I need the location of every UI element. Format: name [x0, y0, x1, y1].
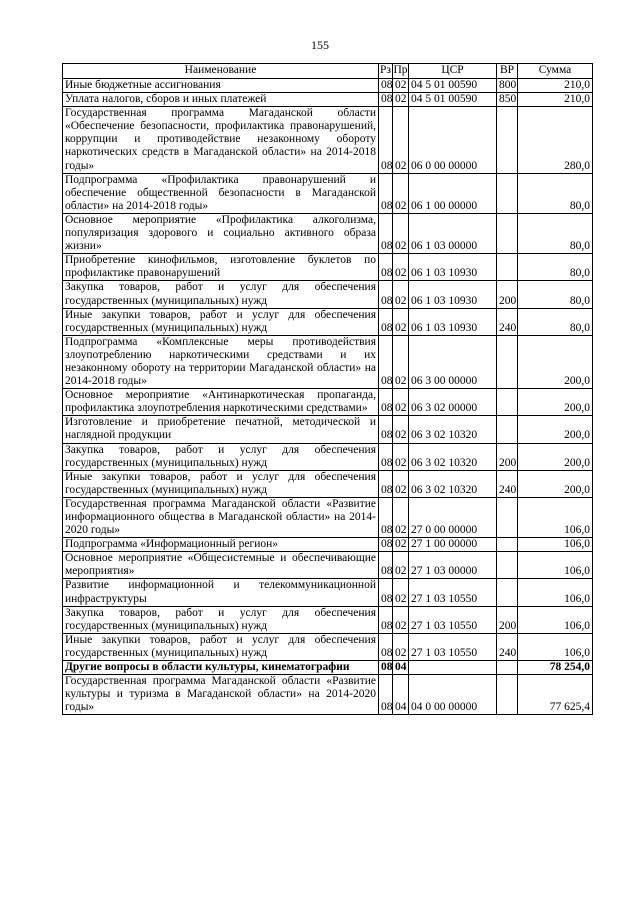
row-vr	[497, 335, 518, 388]
row-name: Подпрограмма «Профилактика правонарушений и обеспечение общественной безопасности в Магаданской области» на 2014-2018 годы»	[63, 173, 379, 213]
row-sum: 210,0	[518, 93, 593, 107]
row-rz: 08	[379, 79, 393, 93]
row-rz: 08	[379, 675, 393, 715]
header-pr: Пр	[393, 64, 409, 79]
row-rz: 08	[379, 416, 393, 443]
row-sum: 80,0	[518, 308, 593, 335]
table-row	[63, 107, 593, 173]
table-row	[63, 633, 593, 660]
row-vr	[497, 173, 518, 213]
row-csr: 27 1 00 00000	[409, 538, 497, 552]
row-name: Иные закупки товаров, работ и услуг для обеспечения государственных (муниципальных) нужд	[63, 308, 379, 335]
table-row	[63, 497, 593, 537]
row-vr: 240	[497, 308, 518, 335]
row-pr: 02	[393, 470, 409, 497]
row-csr: 06 1 03 00000	[409, 213, 497, 253]
table-row	[63, 470, 593, 497]
row-name: Уплата налогов, сборов и иных платежей	[63, 93, 379, 107]
row-csr: 06 1 03 10930	[409, 254, 497, 281]
row-name: Основное мероприятие «Антинаркотическая пропаганда, профилактика злоупотребления наркотическими средствами»	[63, 389, 379, 416]
row-pr: 02	[393, 633, 409, 660]
row-sum: 106,0	[518, 606, 593, 633]
row-sum: 77 625,4	[518, 675, 593, 715]
row-rz: 08	[379, 661, 393, 675]
row-name: Основное мероприятие «Профилактика алкоголизма, популяризация здорового и социально активного образа жизни»	[63, 213, 379, 253]
row-name: Подпрограмма «Информационный регион»	[63, 538, 379, 552]
row-vr: 200	[497, 606, 518, 633]
row-csr: 06 1 03 10930	[409, 308, 497, 335]
row-vr	[497, 389, 518, 416]
row-name: Основное мероприятие «Общесистемные и обеспечивающие мероприятия»	[63, 552, 379, 579]
table-row	[63, 606, 593, 633]
row-pr: 02	[393, 93, 409, 107]
row-name: Подпрограмма «Комплексные меры противодействия злоупотреблению наркотическими средствами и их незаконному обороту на территории Магаданской области» на 2014-2018 годы»	[63, 335, 379, 388]
row-rz: 08	[379, 497, 393, 537]
budget-table	[62, 63, 593, 715]
row-vr	[497, 538, 518, 552]
row-pr: 02	[393, 254, 409, 281]
row-rz: 08	[379, 633, 393, 660]
row-rz: 08	[379, 606, 393, 633]
row-rz: 08	[379, 579, 393, 606]
row-sum: 78 254,0	[518, 661, 593, 675]
row-sum: 106,0	[518, 579, 593, 606]
row-vr	[497, 675, 518, 715]
row-pr: 02	[393, 579, 409, 606]
row-pr: 02	[393, 497, 409, 537]
row-name: Государственная программа Магаданской области «Развитие информационного общества в Магаданской области» на 2014-2020 годы»	[63, 497, 379, 537]
row-rz: 08	[379, 93, 393, 107]
table-header-row	[63, 64, 593, 79]
row-pr: 02	[393, 107, 409, 173]
row-vr	[497, 107, 518, 173]
row-vr: 240	[497, 633, 518, 660]
row-rz: 08	[379, 213, 393, 253]
table-row	[63, 538, 593, 552]
row-rz: 08	[379, 107, 393, 173]
row-sum: 200,0	[518, 416, 593, 443]
table-row	[63, 79, 593, 93]
row-sum: 200,0	[518, 335, 593, 388]
row-sum: 200,0	[518, 389, 593, 416]
row-rz: 08	[379, 389, 393, 416]
table-row	[63, 213, 593, 253]
row-csr: 04 0 00 00000	[409, 675, 497, 715]
row-name: Приобретение кинофильмов, изготовление буклетов по профилактике правонарушений	[63, 254, 379, 281]
row-pr: 02	[393, 308, 409, 335]
row-csr: 27 0 00 00000	[409, 497, 497, 537]
table-row	[63, 389, 593, 416]
row-pr: 02	[393, 173, 409, 213]
row-rz: 08	[379, 443, 393, 470]
row-rz: 08	[379, 538, 393, 552]
table-row	[63, 93, 593, 107]
row-name: Государственная программа Магаданской области «Обеспечение безопасности, профилактика правонарушений, коррупции и противодействие незаконному обороту наркотических средств в Магаданской области» на 2014-2018 годы»	[63, 107, 379, 173]
table-body	[63, 79, 593, 715]
table-row	[63, 254, 593, 281]
row-rz: 08	[379, 254, 393, 281]
row-rz: 08	[379, 335, 393, 388]
row-name: Развитие информационной и телекоммуникационной инфраструктуры	[63, 579, 379, 606]
page-number: 155	[311, 38, 329, 52]
row-name: Другие вопросы в области культуры, кинематографии	[63, 661, 379, 675]
row-pr: 02	[393, 335, 409, 388]
table-row	[63, 308, 593, 335]
row-pr: 02	[393, 416, 409, 443]
row-sum: 80,0	[518, 254, 593, 281]
row-csr: 06 1 00 00000	[409, 173, 497, 213]
row-rz: 08	[379, 281, 393, 308]
header-name: Наименование	[63, 64, 379, 79]
table-row	[63, 675, 593, 715]
row-csr: 06 1 03 10930	[409, 281, 497, 308]
row-name: Государственная программа Магаданской области «Развитие культуры и туризма в Магаданской области» на 2014-2020 годы»	[63, 675, 379, 715]
row-rz: 08	[379, 470, 393, 497]
row-csr: 27 1 03 10550	[409, 633, 497, 660]
row-sum: 80,0	[518, 281, 593, 308]
row-rz: 08	[379, 308, 393, 335]
row-csr: 04 5 01 00590	[409, 79, 497, 93]
row-csr: 27 1 03 10550	[409, 579, 497, 606]
row-vr: 850	[497, 93, 518, 107]
row-csr: 27 1 03 00000	[409, 552, 497, 579]
row-pr: 02	[393, 389, 409, 416]
table-row	[63, 443, 593, 470]
row-csr: 06 3 00 00000	[409, 335, 497, 388]
row-sum: 200,0	[518, 443, 593, 470]
table-row	[63, 335, 593, 388]
row-pr: 02	[393, 606, 409, 633]
header-sum: Сумма	[518, 64, 593, 79]
row-pr: 02	[393, 79, 409, 93]
row-vr	[497, 497, 518, 537]
table-row	[63, 281, 593, 308]
row-sum: 106,0	[518, 538, 593, 552]
row-pr: 02	[393, 538, 409, 552]
table-row	[63, 661, 593, 675]
header-csr: ЦСР	[409, 64, 497, 79]
row-vr: 240	[497, 470, 518, 497]
row-pr: 02	[393, 552, 409, 579]
row-pr: 02	[393, 281, 409, 308]
row-sum: 80,0	[518, 213, 593, 253]
row-vr	[497, 552, 518, 579]
row-sum: 200,0	[518, 470, 593, 497]
row-csr: 04 5 01 00590	[409, 93, 497, 107]
row-csr: 06 3 02 10320	[409, 470, 497, 497]
row-vr	[497, 254, 518, 281]
row-name: Иные закупки товаров, работ и услуг для обеспечения государственных (муниципальных) нужд	[63, 470, 379, 497]
row-sum: 106,0	[518, 497, 593, 537]
row-vr	[497, 661, 518, 675]
row-csr: 06 3 02 00000	[409, 389, 497, 416]
row-vr: 200	[497, 443, 518, 470]
table-row	[63, 552, 593, 579]
row-sum: 280,0	[518, 107, 593, 173]
table-row	[63, 173, 593, 213]
row-csr: 27 1 03 10550	[409, 606, 497, 633]
row-name: Закупка товаров, работ и услуг для обеспечения государственных (муниципальных) нужд	[63, 281, 379, 308]
row-pr: 02	[393, 443, 409, 470]
row-csr: 06 3 02 10320	[409, 443, 497, 470]
row-rz: 08	[379, 173, 393, 213]
row-rz: 08	[379, 552, 393, 579]
row-vr	[497, 213, 518, 253]
row-sum: 106,0	[518, 633, 593, 660]
row-name: Закупка товаров, работ и услуг для обеспечения государственных (муниципальных) нужд	[63, 606, 379, 633]
row-name: Иные бюджетные ассигнования	[63, 79, 379, 93]
row-csr	[409, 661, 497, 675]
header-vr: ВР	[497, 64, 518, 79]
row-sum: 106,0	[518, 552, 593, 579]
row-vr	[497, 579, 518, 606]
row-vr	[497, 416, 518, 443]
row-vr: 200	[497, 281, 518, 308]
table-row	[63, 416, 593, 443]
row-csr: 06 3 02 10320	[409, 416, 497, 443]
header-rz: Рз	[379, 64, 393, 79]
row-pr: 04	[393, 675, 409, 715]
row-sum: 80,0	[518, 173, 593, 213]
row-sum: 210,0	[518, 79, 593, 93]
row-name: Изготовление и приобретение печатной, методической и наглядной продукции	[63, 416, 379, 443]
row-vr: 800	[497, 79, 518, 93]
row-name: Иные закупки товаров, работ и услуг для обеспечения государственных (муниципальных) нужд	[63, 633, 379, 660]
row-csr: 06 0 00 00000	[409, 107, 497, 173]
table-row	[63, 579, 593, 606]
row-pr: 02	[393, 213, 409, 253]
row-pr: 04	[393, 661, 409, 675]
row-name: Закупка товаров, работ и услуг для обеспечения государственных (муниципальных) нужд	[63, 443, 379, 470]
